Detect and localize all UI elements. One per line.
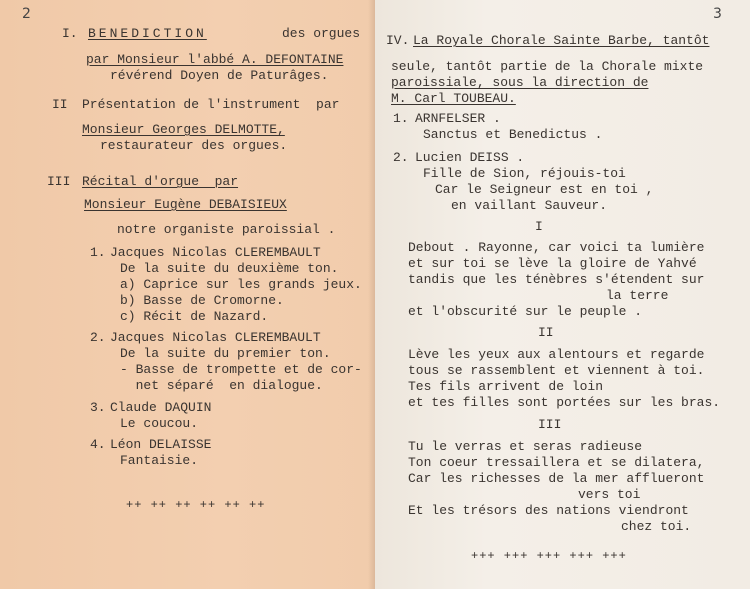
verse-2-line: Tes fils arrivent de loin <box>408 379 604 394</box>
verse-3-numeral: III <box>538 417 562 432</box>
item-3-line: Le coucou. <box>120 416 199 431</box>
item-1-line: De la suite du deuxième ton. <box>120 261 339 276</box>
item-2-line: De la suite du premier ton. <box>120 346 331 361</box>
verse-1-line: et sur toi se lève la gloire de Yahvé <box>408 256 697 271</box>
item-2-num: 2. <box>90 330 106 345</box>
verse-3-line: Tu le verras et seras radieuse <box>408 439 643 454</box>
piece-2-line: Fille de Sion, réjouis-toi <box>423 166 626 181</box>
item-1-num: 1. <box>90 245 106 260</box>
piece-2-composer: Lucien DEISS . <box>415 150 525 165</box>
section-1-officiant: par Monsieur l'abbé A. DEFONTAINE <box>86 52 344 67</box>
item-3-composer: Claude DAQUIN <box>110 400 212 415</box>
item-2-line: - Basse de trompette et de cor- <box>120 362 362 377</box>
item-2-line: net séparé en dialogue. <box>120 378 323 393</box>
verse-2-line: Lève les yeux aux alentours et regarde <box>408 347 705 362</box>
section-2-line-1: Présentation de l'instrument par <box>82 97 340 112</box>
verse-2-numeral: II <box>538 325 554 340</box>
verse-1-line: tandis que les ténèbres s'étendent sur <box>408 272 705 287</box>
verse-3-line: vers toi <box>578 487 641 502</box>
ornament-right: +++ +++ +++ +++ +++ <box>471 549 627 563</box>
verse-2-line: tous se rassemblent et viennent à toi. <box>408 363 705 378</box>
item-1-line: c) Récit de Nazard. <box>120 309 269 324</box>
section-2-person: Monsieur Georges DELMOTTE, <box>82 122 285 137</box>
verse-3-line: Ton coeur tressaillera et se dilatera, <box>408 455 705 470</box>
verse-1-line: Debout . Rayonne, car voici ta lumière <box>408 240 705 255</box>
piece-1-title: Sanctus et Benedictus . <box>423 127 603 142</box>
item-1-composer: Jacques Nicolas CLEREMBAULT <box>110 245 321 260</box>
verse-1-line: et l'obscurité sur le peuple . <box>408 304 643 319</box>
verse-1-numeral: I <box>535 219 543 234</box>
piece-1-composer: ARNFELSER . <box>415 111 501 126</box>
section-3-organist: Monsieur Eugène DEBAISIEUX <box>84 197 287 212</box>
section-4-line-3: paroissiale, sous la direction de <box>391 75 649 90</box>
section-3-line-1: Récital d'orgue par <box>82 174 239 189</box>
section-1-numeral: I. <box>62 26 78 41</box>
section-4-numeral: IV. <box>386 33 410 48</box>
section-3-numeral: III <box>47 174 71 189</box>
section-2-numeral: II <box>52 97 68 112</box>
ornament-left: ++ ++ ++ ++ ++ ++ <box>126 498 266 512</box>
verse-3-line: Et les trésors des nations viendront <box>408 503 689 518</box>
verse-3-line: chez toi. <box>621 519 692 534</box>
page-number-left: 2 <box>22 6 31 22</box>
section-2-role: restaurateur des orgues. <box>100 138 288 153</box>
section-4-line-1: La Royale Chorale Sainte Barbe, tantôt <box>413 33 710 48</box>
section-3-line-3: notre organiste paroissial . <box>117 222 336 237</box>
piece-2-line: Car le Seigneur est en toi , <box>435 182 654 197</box>
item-2-composer: Jacques Nicolas CLEREMBAULT <box>110 330 321 345</box>
verse-3-line: Car les richesses de la mer afflueront <box>408 471 705 486</box>
item-1-line: b) Basse de Cromorne. <box>120 293 284 308</box>
verse-1-line: la terre <box>606 288 669 303</box>
right-page <box>375 0 750 589</box>
section-1-role: révérend Doyen de Paturâges. <box>110 68 329 83</box>
item-1-line: a) Caprice sur les grands jeux. <box>120 277 362 292</box>
item-3-num: 3. <box>90 400 106 415</box>
section-4-line-2: seule, tantôt partie de la Chorale mixte <box>391 59 704 74</box>
item-4-num: 4. <box>90 437 106 452</box>
piece-1-num: 1. <box>393 111 409 126</box>
piece-2-num: 2. <box>393 150 409 165</box>
verse-2-line: et tes filles sont portées sur les bras. <box>408 395 721 410</box>
piece-2-line: en vaillant Sauveur. <box>451 198 608 213</box>
section-1-title-rest: des orgues <box>282 26 361 41</box>
section-4-director: M. Carl TOUBEAU. <box>391 91 516 106</box>
item-4-line: Fantaisie. <box>120 453 199 468</box>
section-1-title: BENEDICTION <box>88 26 207 41</box>
page-number-right: 3 <box>713 6 722 22</box>
item-4-composer: Léon DELAISSE <box>110 437 212 452</box>
